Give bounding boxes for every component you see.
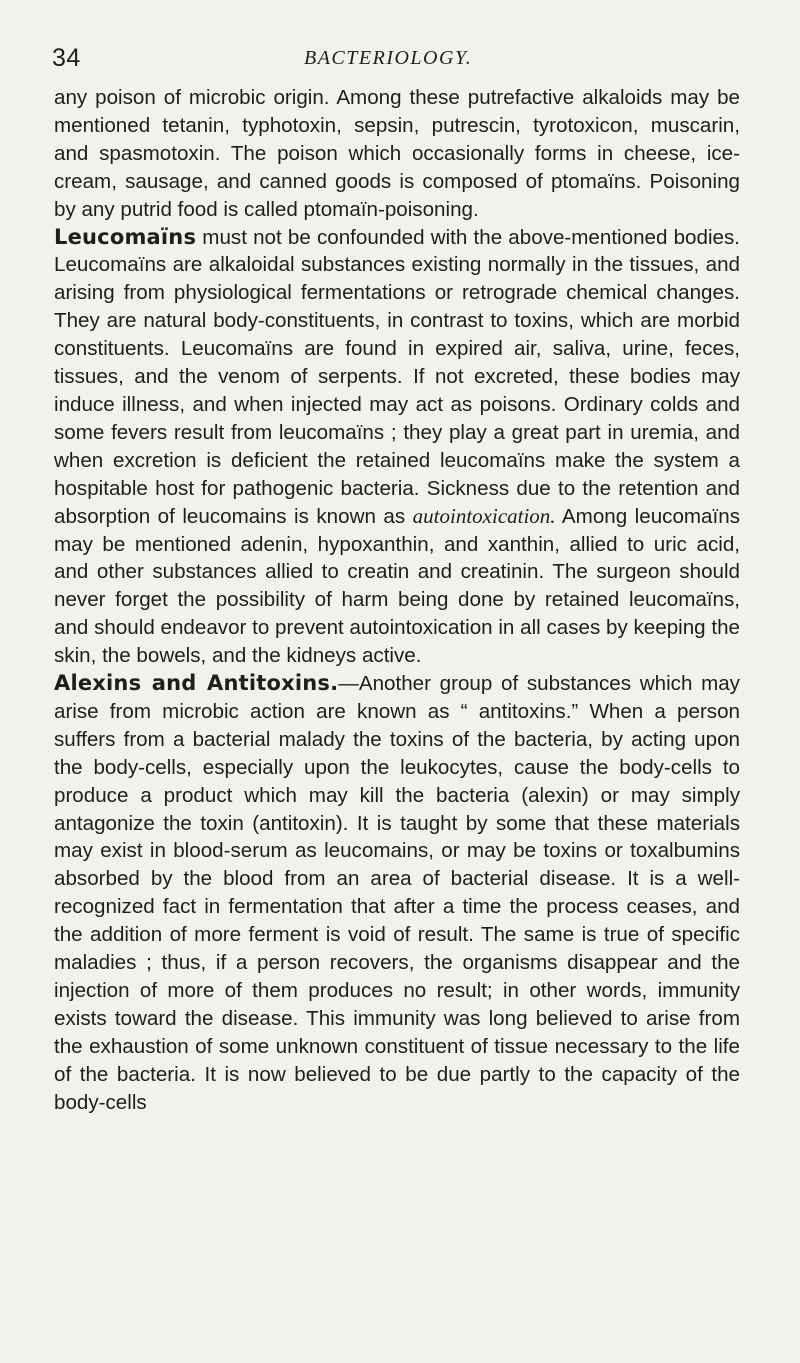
body-text (54, 84, 740, 1117)
paragraph-leucomains (54, 224, 740, 671)
section-heading-leucomains: Leucomaïns (54, 224, 197, 249)
section-heading-alexins: Alexins and Antitoxins. (54, 671, 339, 696)
paragraph-text: must not be confounded with the above-mentioned bodies. Leucomaïns are alkaloidal substances existing normally in the tissues, and arising from physiological fermentations or retrograde chemical changes. They are natural body-constituents, in contrast to toxins, which are morbid constituents. Leucomaïns are found in expired air, saliva, urine, feces, tissues, and the venom of serpents. If not excreted, these bodies may induce illness, and when injected may act as poisons. Ordinary colds and some fevers result from leucomaïns ; they play a great part in uremia, and when excretion is deficient the retained leucomaïns make the system a hospitable host for pathogenic bacteria. Sickness due to the retention and absorption of leucomains is known as (54, 225, 740, 528)
paragraph-text: —Another group of substances which may arise from microbic action are known as “ antitoxins.” When a person suffers from a bacterial malady the toxins of the bacteria, by acting upon the body-cells, especially upon the leukocytes, cause the body-cells to produce a product which may kill the bacteria (alexin) or may simply antagonize the toxin (antitoxin). It is taught by some that these materials may exist in blood-serum as leucomains, or may be toxins or toxalbumins absorbed by the blood from an area of bacterial disease. It is a well-recognized fact in fermentation that after a time the process ceases, and the addition of more ferment is void of result. The same is true of specific maladies ; thus, if a person recovers, the organisms disappear and the injection of more of them produces no result; in other words, immunity exists toward the disease. This immunity was long believed to arise from the exhaustion of some unknown constituent of tissue necessary to the life of the bacteria. It is now believed to be due partly to the capacity of the body-cells (54, 672, 740, 1114)
running-head: BACTERIOLOGY. (304, 47, 473, 69)
paragraph-ptomains (54, 84, 740, 224)
paragraph-alexins (54, 670, 740, 1117)
paragraph-text: any poison of microbic origin. Among these putrefactive alkaloids may be mentioned tetanin, typhotoxin, sepsin, putrescin, tyrotoxicon, muscarin, and spasmotoxin. The poison which occasionally forms in cheese, ice-cream, sausage, and canned goods is composed of ptomaïns. Poisoning by any putrid food is called ptomaïn-poisoning. (54, 86, 740, 221)
italic-term-autointoxication: autointoxication. (412, 503, 556, 528)
paragraph-text: Among leucomaïns may be mentioned adenin, hypoxanthin, and xanthin, allied to uric acid, and other substances allied to creatin and creatinin. The surgeon should never forget the possibility of harm being done by retained leucomaïns, and should endeavor to prevent autointoxication in all cases by keeping the skin, the bowels, and the kidneys active. (54, 504, 740, 668)
page-number: 34 (52, 44, 81, 72)
page-header (52, 38, 740, 78)
